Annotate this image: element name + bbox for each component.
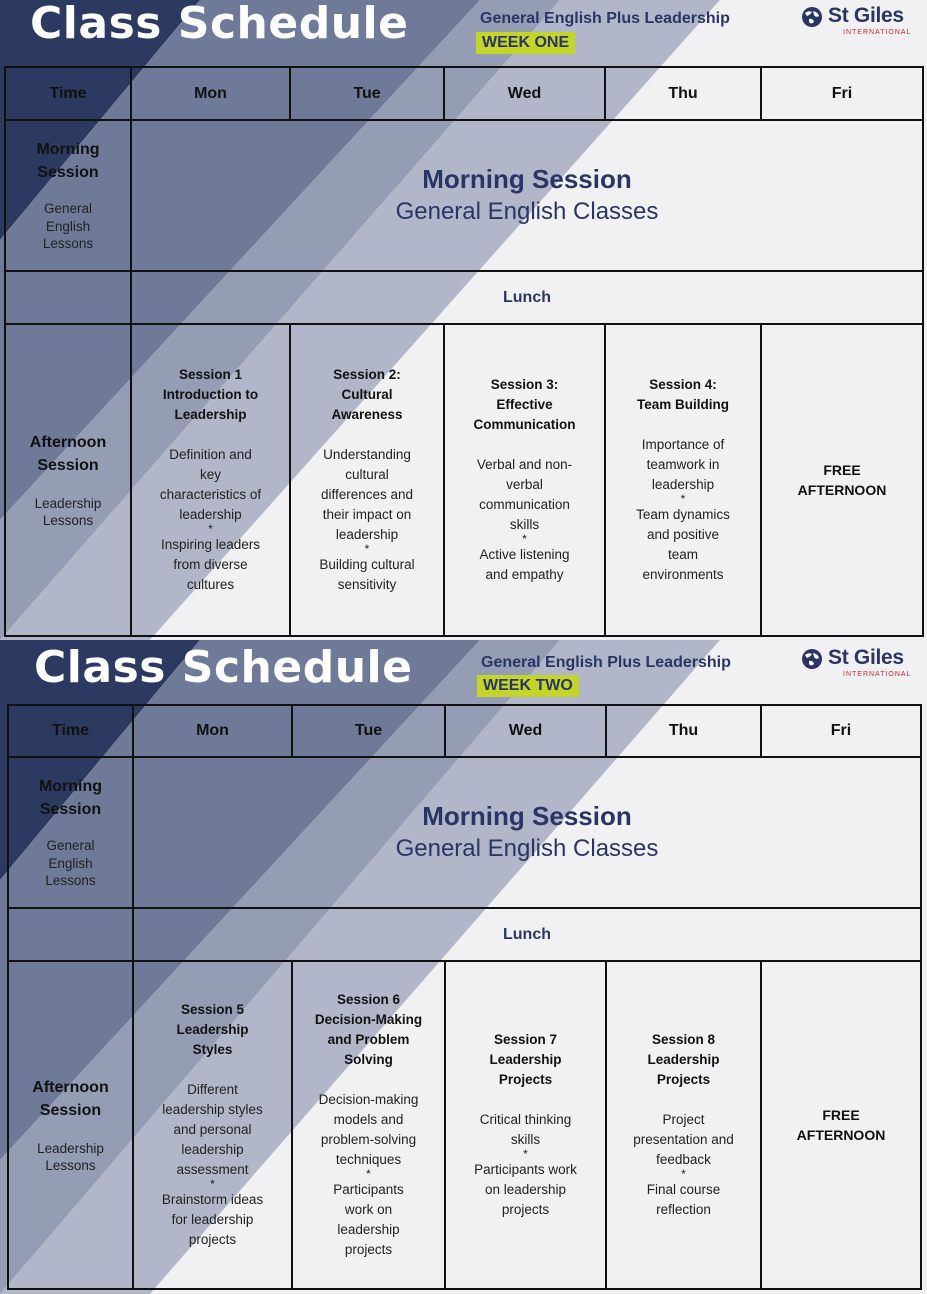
morning-session-subtitle: General English Classes (395, 834, 659, 862)
session-cell-tue (290, 324, 444, 636)
session-topic-line: leadership (335, 527, 399, 542)
header-tue: Tue (292, 705, 445, 757)
session-title-line: Communication (473, 417, 576, 432)
brand-name: St Giles (828, 646, 904, 669)
morning-side-sub-2: English (48, 855, 93, 871)
session-topic-line: Active listening (479, 547, 570, 562)
session-topic-line: Project (662, 1112, 705, 1127)
brand-tagline: INTERNATIONAL (843, 29, 912, 36)
session-topic-line: Participants work (474, 1162, 577, 1177)
session-topic-line: reflection (656, 1202, 711, 1217)
lunch-label: Lunch (131, 271, 923, 324)
session-topic-line: Importance of (641, 437, 725, 452)
session-title-line: Session 3: (490, 377, 559, 392)
afternoon-side-title-2: Session (37, 456, 99, 474)
page-title: Class Schedule (30, 0, 409, 49)
header-wed: Wed (445, 705, 606, 757)
session-separator: * (681, 1167, 686, 1181)
afternoon-side-cell (5, 324, 131, 636)
free-afternoon-cell (761, 961, 921, 1289)
session-title-line: Session 1 (178, 367, 243, 382)
header-thu: Thu (606, 705, 761, 757)
header-row (5, 67, 923, 120)
afternoon-side-title-1: Afternoon (32, 1078, 109, 1096)
program-name: General English Plus Leadership (481, 654, 731, 671)
session-topic-line: and personal (173, 1122, 252, 1137)
session-topic-line: and positive (646, 527, 720, 542)
session-title-line: Session 8 (651, 1032, 716, 1047)
session-topic-line: Team dynamics (636, 507, 730, 522)
session-topic-line: projects (501, 1202, 550, 1217)
afternoon-side-title-2: Session (39, 1101, 102, 1119)
page-title: Class Schedule (34, 642, 413, 693)
session-topic-line: skills (510, 1132, 541, 1147)
session-topic-line: leadership (181, 1142, 244, 1157)
week-label: WEEK TWO (477, 675, 579, 697)
session-topic-line: leadership (337, 1222, 400, 1237)
morning-side-cell (5, 120, 131, 271)
header-tue: Tue (290, 67, 444, 120)
session-title (132, 365, 289, 425)
session-topic-line: skills (509, 517, 540, 532)
session-title-line: Projects (498, 1072, 553, 1087)
session-topic-line: for leadership (171, 1212, 254, 1227)
afternoon-row (8, 961, 921, 1289)
session-topic-line: leadership (651, 477, 715, 492)
session-topic-line: models and (333, 1112, 404, 1127)
morning-side-sub-2: English (45, 218, 91, 234)
session-topic-line: from diverse (173, 557, 248, 572)
session-separator: * (364, 542, 370, 556)
program-name: General English Plus Leadership (480, 10, 730, 27)
morning-side-sub-3: Lessons (45, 873, 96, 889)
session-cell-thu (606, 961, 761, 1289)
session-title-line: Leadership (176, 1022, 249, 1037)
session-title-line: Session 4: (649, 377, 717, 392)
session-title-line: Solving (344, 1052, 393, 1067)
session-topic-line: their impact on (322, 507, 412, 522)
session-title (445, 375, 604, 435)
session-topic-line: teamwork in (646, 457, 720, 472)
session-topic-line: leadership styles (162, 1102, 263, 1117)
schedule-table (4, 66, 924, 637)
morning-row (5, 120, 923, 271)
free-afternoon-cell (761, 324, 923, 636)
session-separator: * (523, 1147, 528, 1161)
lunch-row (5, 271, 923, 324)
header-fri: Fri (761, 67, 923, 120)
morning-session-subtitle: General English Classes (395, 197, 659, 225)
session-title (606, 375, 760, 415)
session-title-line: Team Building (636, 397, 729, 412)
session-separator: * (522, 532, 527, 546)
morning-side-sub-3: Lessons (42, 236, 94, 252)
session-title (293, 990, 444, 1070)
lunch-label: Lunch (133, 908, 921, 961)
session-separator: * (208, 522, 213, 536)
session-title-line: Session 7 (493, 1032, 558, 1047)
session-topic-line: Critical thinking (479, 1112, 572, 1127)
session-title-line: Cultural (341, 387, 393, 402)
header-row (8, 705, 921, 757)
session-topic-line: problem-solving (320, 1132, 417, 1147)
session-title-line: Session 5 (180, 1002, 245, 1017)
morning-side-sub-1: General (43, 201, 93, 217)
session-topic-line: Participants (333, 1182, 404, 1197)
session-title (134, 1000, 291, 1060)
schedule-week-one (0, 0, 927, 640)
morning-side-title-1: Morning (36, 141, 100, 159)
globe-icon (800, 6, 824, 28)
session-topic-line: presentation and (633, 1132, 734, 1147)
session-title-line: Introduction to (162, 387, 259, 402)
session-topic-line: verbal (506, 477, 543, 492)
morning-side-cell (8, 757, 133, 908)
session-title-line: Awareness (331, 407, 403, 422)
brand-name: St Giles (828, 4, 904, 27)
header-fri: Fri (761, 705, 921, 757)
session-cell-mon (133, 961, 292, 1289)
afternoon-side-sub-1: Leadership (34, 495, 102, 511)
lunch-side-cell (8, 908, 133, 961)
brand-logo (800, 4, 914, 40)
session-topic-line: assessment (176, 1162, 249, 1177)
afternoon-side-title-1: Afternoon (29, 433, 107, 451)
afternoon-side-sub-1: Leadership (37, 1140, 104, 1156)
morning-session-title: Morning Session (422, 800, 632, 831)
session-topic-line: on leadership (484, 1182, 567, 1197)
session-cell-mon (131, 324, 290, 636)
session-topic-line: techniques (335, 1152, 402, 1167)
session-cell-wed (445, 961, 606, 1289)
session-topic-line: key (199, 467, 221, 482)
session-topic-line: leadership (179, 507, 242, 522)
session-topic-line: Building cultural (319, 557, 415, 572)
afternoon-side-sub-2: Lessons (42, 513, 94, 528)
session-topic-line: cultures (186, 577, 235, 592)
header-thu: Thu (605, 67, 761, 120)
session-topic-line: cultural (345, 467, 389, 482)
session-cell-tue (292, 961, 445, 1289)
session-title-line: Leadership (489, 1052, 562, 1067)
session-separator: * (210, 1177, 215, 1191)
session-topic-line: communication (479, 497, 570, 512)
schedule-week-two (0, 640, 927, 1294)
afternoon-side-cell (8, 961, 133, 1289)
session-topic-line: Understanding (323, 447, 411, 462)
session-topic-line: feedback (656, 1152, 711, 1167)
session-topic-line: Definition and (169, 447, 252, 462)
session-topic-line: differences and (320, 487, 414, 502)
session-topic-line: environments (642, 567, 724, 582)
morning-row (8, 757, 921, 908)
session-topic-line: characteristics of (159, 487, 262, 502)
schedule-table (7, 704, 922, 1290)
header-time: Time (8, 705, 133, 757)
header-time: Time (5, 67, 131, 120)
session-title-line: Leadership (647, 1052, 720, 1067)
session-cell-wed (444, 324, 605, 636)
globe-icon (800, 648, 824, 670)
session-cell-thu (605, 324, 761, 636)
lunch-row (8, 908, 921, 961)
session-topic-line: projects (188, 1232, 237, 1247)
morning-session-cell (133, 757, 921, 908)
session-title-line: Styles (192, 1042, 233, 1057)
session-title (446, 1030, 605, 1090)
morning-side-sub-1: General (46, 838, 95, 854)
header-mon: Mon (131, 67, 290, 120)
session-topic-line: work on (344, 1202, 393, 1217)
session-separator: * (680, 492, 686, 506)
session-separator: * (366, 1167, 371, 1181)
morning-side-title-1: Morning (38, 778, 103, 796)
session-title-line: and Problem (327, 1032, 410, 1047)
free-label-1: FREE (822, 1107, 860, 1123)
session-topic-line: team (667, 547, 698, 562)
session-topic-line: Final course (646, 1182, 721, 1197)
morning-session-title: Morning Session (422, 163, 632, 194)
header-mon: Mon (133, 705, 292, 757)
morning-side-title-2: Session (39, 801, 102, 819)
morning-side-title-2: Session (37, 164, 99, 182)
header-wed: Wed (444, 67, 605, 120)
session-title (607, 1030, 760, 1090)
afternoon-row (5, 324, 923, 636)
session-topic-line: Decision-making (318, 1092, 419, 1107)
free-label-2: AFTERNOON (796, 1127, 886, 1143)
session-topic-line: Inspiring leaders (160, 537, 261, 552)
session-title-line: Decision-Making (314, 1012, 423, 1027)
session-title-line: Leadership (174, 407, 247, 422)
lunch-side-cell (5, 271, 131, 324)
session-title-line: Effective (496, 397, 553, 412)
afternoon-side-sub-2: Lessons (45, 1158, 96, 1173)
session-title-line: Session 2: (333, 367, 401, 382)
session-topic-line: sensitivity (337, 577, 397, 592)
session-topic-line: Brainstorm ideas (161, 1192, 264, 1207)
morning-session-cell (131, 120, 923, 271)
brand-logo (800, 646, 914, 682)
brand-tagline: INTERNATIONAL (843, 671, 912, 678)
session-topic-line: Different (187, 1082, 238, 1097)
free-label-1: FREE (823, 462, 861, 478)
session-topic-line: Verbal and non- (476, 457, 573, 472)
session-title (291, 365, 443, 425)
session-title-line: Session 6 (336, 992, 401, 1007)
week-label: WEEK ONE (476, 32, 575, 54)
session-title-line: Projects (656, 1072, 711, 1087)
session-topic-line: and empathy (485, 567, 564, 582)
free-label-2: AFTERNOON (797, 482, 887, 498)
session-topic-line: projects (344, 1242, 393, 1257)
